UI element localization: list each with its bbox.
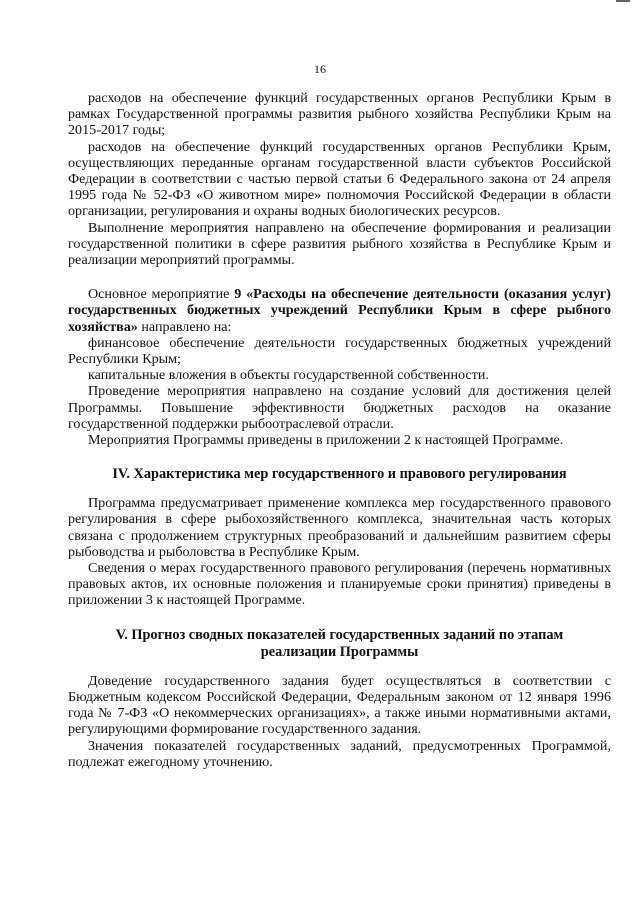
paragraph-measure-9 bbox=[68, 286, 611, 335]
paragraph-indicator-values: Значения показателей государственных заданий, предусмотренных Программой, подлежат ежегодному уточнению. bbox=[68, 737, 611, 770]
paragraph-financial-support: финансовое обеспечение деятельности государственных бюджетных учреждений Республики Крым; bbox=[68, 334, 611, 368]
paragraph-regulation-info: Сведения о мерах государственного правового регулирования (перечень нормативных правовых актов, их основные положения и планируемые сроки принятия) приведены в приложении 3 к настоящей Программе. bbox=[68, 560, 611, 609]
document-body bbox=[68, 90, 611, 770]
page-number: 16 bbox=[314, 62, 326, 76]
paragraph-measure-goal: Проведение мероприятия направлено на создание условий для достижения целей Программы. Повышение эффективности бюджетных расходов на оказание государственной поддержки рыбоотраслевой отрасли. bbox=[68, 383, 611, 432]
measure-9-title: 9 «Расходы на обеспечение деятельности (оказания услуг) государственных бюджетных учреждений Республики Крым в сфере рыбного хозяйства» bbox=[68, 286, 611, 335]
corner-mark bbox=[616, 0, 630, 2]
paragraph-capital-investment: капитальные вложения в объекты государственной собственности. bbox=[88, 367, 489, 384]
section-4-heading: IV. Характеристика мер государственного и правового регулирования bbox=[112, 466, 567, 483]
paragraph-appendix-2: Мероприятия Программы приведены в приложении 2 к настоящей Программе. bbox=[88, 432, 564, 449]
paragraph-implementation: Выполнение мероприятия направлено на обеспечение формирования и реализации государственной политики в сфере развития рыбного хозяйства в Республике Крым и реализации мероприятий программы. bbox=[68, 219, 611, 269]
section-5-heading bbox=[68, 627, 611, 661]
measure-9-prefix: Основное мероприятие bbox=[88, 286, 235, 303]
paragraph-expenses-delegated: расходов на обеспечение функций государственных органов Республики Крым, осуществляющих переданные органам государственной власти субъектов Российской Федерации в соответствии с частью первой статьи 6 Федерального закона от 24 апреля 1995 года № 52-ФЗ «О животном мире» полномочия Российской Федерации в области организации, регулирования и охраны водных биологических ресурсов. bbox=[68, 138, 611, 220]
paragraph-expenses-programme: расходов на обеспечение функций государственных органов Республики Крым в рамках Государственной программы развития рыбного хозяйства Республики Крым на 2015-2017 годы; bbox=[68, 90, 611, 139]
measure-9-suffix: направлено на: bbox=[137, 318, 232, 335]
section-5-heading-line-1: V. Прогноз сводных показателей государственных заданий по этапам bbox=[115, 626, 564, 643]
paragraph-regulation-complex: Программа предусматривает применение комплекса мер государственного правового регулирования в сфере рыбохозяйственного комплекса, значительная часть которых связана с продолжением структурных преобразований и дальнейшим развитием сферы рыбоводства и рыболовства в Республике Крым. bbox=[68, 495, 611, 560]
paragraph-state-assignment: Доведение государственного задания будет осуществляться в соответствии с Бюджетным кодексом Российской Федерации, Федеральным законом от 12 января 1996 года № 7-ФЗ «О некоммерческих организациях», а также иными нормативными актами, регулирующими формирование государственного задания. bbox=[68, 672, 611, 738]
section-5-heading-line-2: реализации Программы bbox=[260, 643, 419, 660]
